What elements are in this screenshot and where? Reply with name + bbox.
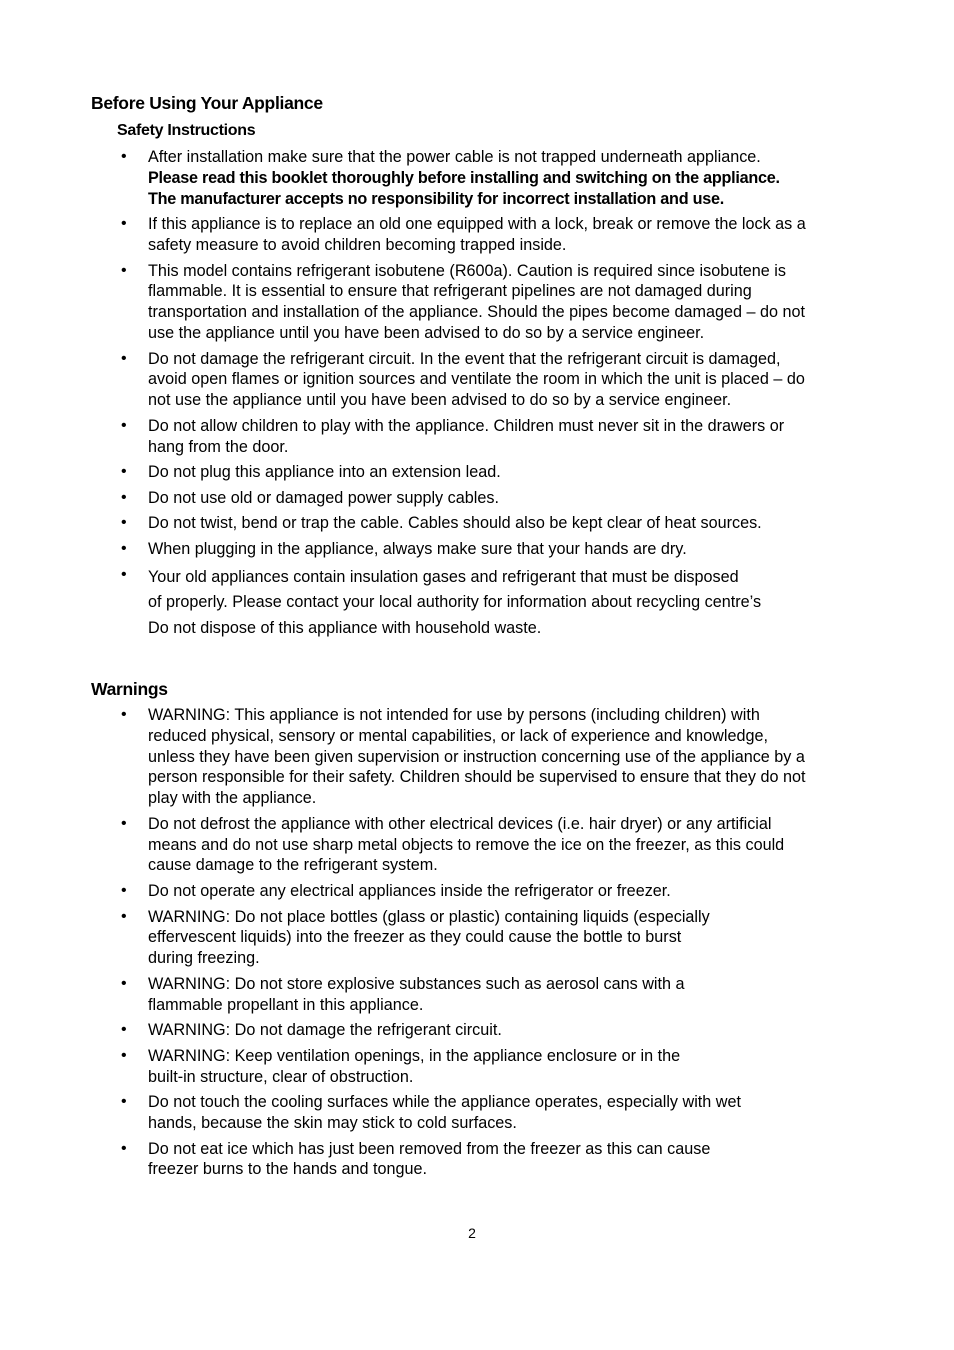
bullet-icon: • <box>121 974 127 992</box>
list-item-text: Do not allow children to play with the appliance. Children must never sit in the drawers or <box>148 416 785 435</box>
bullet-icon: • <box>121 1139 127 1157</box>
list-item-text: When plugging in the appliance, always make sure that your hands are dry. <box>148 539 687 558</box>
list-item <box>0 214 870 256</box>
bullet-icon: • <box>121 1093 127 1111</box>
list-item-text: Do not twist, bend or trap the cable. Cables should also be kept clear of heat sources. <box>148 514 762 533</box>
list-item-text: flammable propellant in this appliance. <box>148 995 424 1014</box>
list-item-text: WARNING: Do not place bottles (glass or plastic) containing liquids (especially <box>148 907 710 926</box>
bullet-icon: • <box>121 565 127 583</box>
bullet-icon: • <box>121 1046 127 1064</box>
list-item-text: Do not damage the refrigerant circuit. In the event that the refrigerant circuit is damaged, <box>148 349 781 368</box>
list-item <box>0 261 870 344</box>
bullet-icon: • <box>121 416 127 434</box>
list-item-text: Do not defrost the appliance with other electrical devices (i.e. hair dryer) or any artificial <box>148 814 772 833</box>
list-item-text: not use the appliance until you have been advised to do so by a service engineer. <box>148 391 732 410</box>
list-item-text: hang from the door. <box>148 437 289 456</box>
list-item-text: play with the appliance. <box>148 789 317 808</box>
list-item-text: unless they have been given supervision or instruction concerning use of the appliance by a <box>148 747 805 766</box>
list-item <box>0 705 870 809</box>
list-item-text: If this appliance is to replace an old one equipped with a lock, break or remove the lock as a <box>148 215 806 234</box>
bullet-icon: • <box>121 814 127 832</box>
list-item <box>0 1139 870 1181</box>
bullet-icon: • <box>121 488 127 506</box>
list-item-text: Do not eat ice which has just been removed from the freezer as this can cause <box>148 1139 711 1158</box>
list-item-text: Do not dispose of this appliance with household waste. <box>148 618 542 637</box>
list-item-text: means and do not use sharp metal objects to remove the ice on the freezer, as this could <box>148 835 785 854</box>
warnings-list <box>0 705 954 1185</box>
list-item-text: Do not operate any electrical appliances inside the refrigerator or freezer. <box>148 881 671 900</box>
list-item <box>0 974 870 1016</box>
bullet-icon: • <box>121 706 127 723</box>
list-item-text: Your old appliances contain insulation gases and refrigerant that must be disposed <box>148 567 739 586</box>
list-item <box>0 1092 870 1134</box>
list-item-text-bold: The manufacturer accepts no responsibility for incorrect installation and use. <box>148 189 724 208</box>
list-item-text: WARNING: This appliance is not intended for use by persons (including children) with <box>148 706 760 724</box>
list-item-text: reduced physical, sensory or mental capabilities, or lack of experience and knowledge, <box>148 726 768 745</box>
page-number: 2 <box>468 1225 476 1241</box>
list-item-text: Do not touch the cooling surfaces while the appliance operates, especially with wet <box>148 1093 741 1112</box>
list-item <box>0 513 870 534</box>
list-item <box>0 1020 870 1041</box>
list-item-text: flammable. It is essential to ensure that refrigerant pipelines are not damaged during <box>148 282 752 301</box>
safety-instructions-list <box>0 147 954 646</box>
list-item <box>0 416 870 458</box>
list-item <box>0 907 870 969</box>
bullet-icon: • <box>121 463 127 481</box>
list-item-text: safety measure to avoid children becoming trapped inside. <box>148 235 567 254</box>
list-item-text-bold: Please read this booklet thoroughly before installing and switching on the appliance. <box>148 168 780 187</box>
list-item-text: freezer burns to the hands and tongue. <box>148 1160 427 1179</box>
list-item-text: After installation make sure that the power cable is not trapped underneath appliance. <box>148 148 761 166</box>
section-title-warnings: Warnings <box>91 679 168 699</box>
list-item-text: This model contains refrigerant isobutene (R600a). Caution is required since isobutene is <box>148 261 786 280</box>
list-item-text: transportation and installation of the appliance. Should the pipes become damaged – do not <box>148 303 805 322</box>
list-item <box>0 539 870 560</box>
list-item <box>0 881 870 902</box>
list-item-text: WARNING: Do not store explosive substances such as aerosol cans with a <box>148 974 685 993</box>
list-item-text: built-in structure, clear of obstruction. <box>148 1067 414 1086</box>
list-item <box>0 349 870 411</box>
list-item <box>0 814 870 876</box>
bullet-icon: • <box>121 261 127 279</box>
list-item-text: WARNING: Keep ventilation openings, in the appliance enclosure or in the <box>148 1046 681 1065</box>
list-item-text: cause damage to the refrigerant system. <box>148 856 438 875</box>
bullet-icon: • <box>121 1021 127 1039</box>
list-item-text: use the appliance until you have been advised to do so by a service engineer. <box>148 323 705 342</box>
list-item-text: during freezing. <box>148 949 260 968</box>
list-item-text: hands, because the skin may stick to cold surfaces. <box>148 1113 517 1132</box>
list-item-text: Do not plug this appliance into an extension lead. <box>148 463 501 482</box>
bullet-icon: • <box>121 539 127 557</box>
list-item-text: person responsible for their safety. Children should be supervised to ensure that they do not <box>148 768 806 787</box>
list-item-text: WARNING: Do not damage the refrigerant circuit. <box>148 1021 502 1040</box>
bullet-icon: • <box>121 215 127 233</box>
list-item <box>0 147 870 209</box>
list-item-text: avoid open flames or ignition sources and ventilate the room in which the unit is placed – do <box>148 370 805 389</box>
list-item <box>0 1046 870 1088</box>
bullet-icon: • <box>121 907 127 925</box>
bullet-icon: • <box>121 148 127 165</box>
list-item <box>0 565 870 642</box>
bullet-icon: • <box>121 514 127 532</box>
list-item <box>0 488 870 509</box>
list-item-text: Do not use old or damaged power supply cables. <box>148 488 499 507</box>
bullet-icon: • <box>121 881 127 899</box>
list-item-text: effervescent liquids) into the freezer as they could cause the bottle to burst <box>148 928 682 947</box>
list-item-text: of properly. Please contact your local authority for information about recycling centre’s <box>148 593 762 612</box>
section-title-before-using: Before Using Your Appliance <box>91 93 323 113</box>
subsection-title-safety: Safety Instructions <box>117 122 256 139</box>
bullet-icon: • <box>121 349 127 367</box>
list-item <box>0 462 870 483</box>
